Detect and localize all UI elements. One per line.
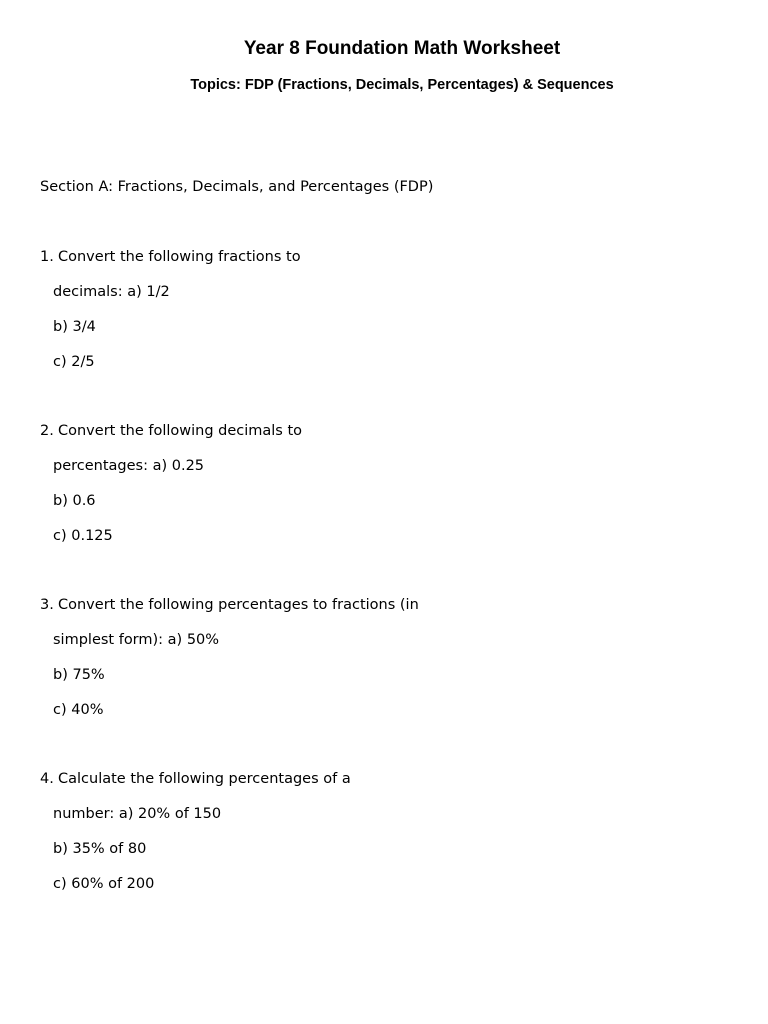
- question-line: simplest form): a) 50%: [53, 632, 220, 648]
- question-line: Convert the following percentages to fractions (in: [58, 597, 419, 613]
- question-line: c) 40%: [53, 702, 104, 718]
- question-line: Convert the following fractions to: [58, 249, 301, 265]
- question-line: number: a) 20% of 150: [53, 806, 222, 822]
- question-line: c) 0.125: [53, 528, 113, 544]
- question-line: Convert the following decimals to: [58, 423, 303, 439]
- question-line: Calculate the following percentages of a: [58, 771, 351, 787]
- question-line: decimals: a) 1/2: [53, 284, 170, 300]
- question-line: percentages: a) 0.25: [53, 458, 205, 474]
- question-line: b) 0.6: [53, 493, 96, 509]
- question-number: 1.: [40, 249, 54, 265]
- worksheet-title: Year 8 Foundation Math Worksheet: [243, 38, 561, 59]
- question-line: b) 75%: [53, 667, 105, 683]
- question-number: 2.: [40, 423, 54, 439]
- section-a-heading: Section A: Fractions, Decimals, and Percentages (FDP): [40, 179, 434, 195]
- question-line: b) 35% of 80: [53, 841, 147, 857]
- question-line: c) 2/5: [53, 354, 95, 370]
- question-line: b) 3/4: [53, 319, 96, 335]
- worksheet-subtitle: Topics: FDP (Fractions, Decimals, Percentages) & Sequences: [190, 77, 614, 93]
- question-line: c) 60% of 200: [53, 876, 155, 892]
- question-number: 3.: [40, 597, 54, 613]
- question-number: 4.: [40, 771, 54, 787]
